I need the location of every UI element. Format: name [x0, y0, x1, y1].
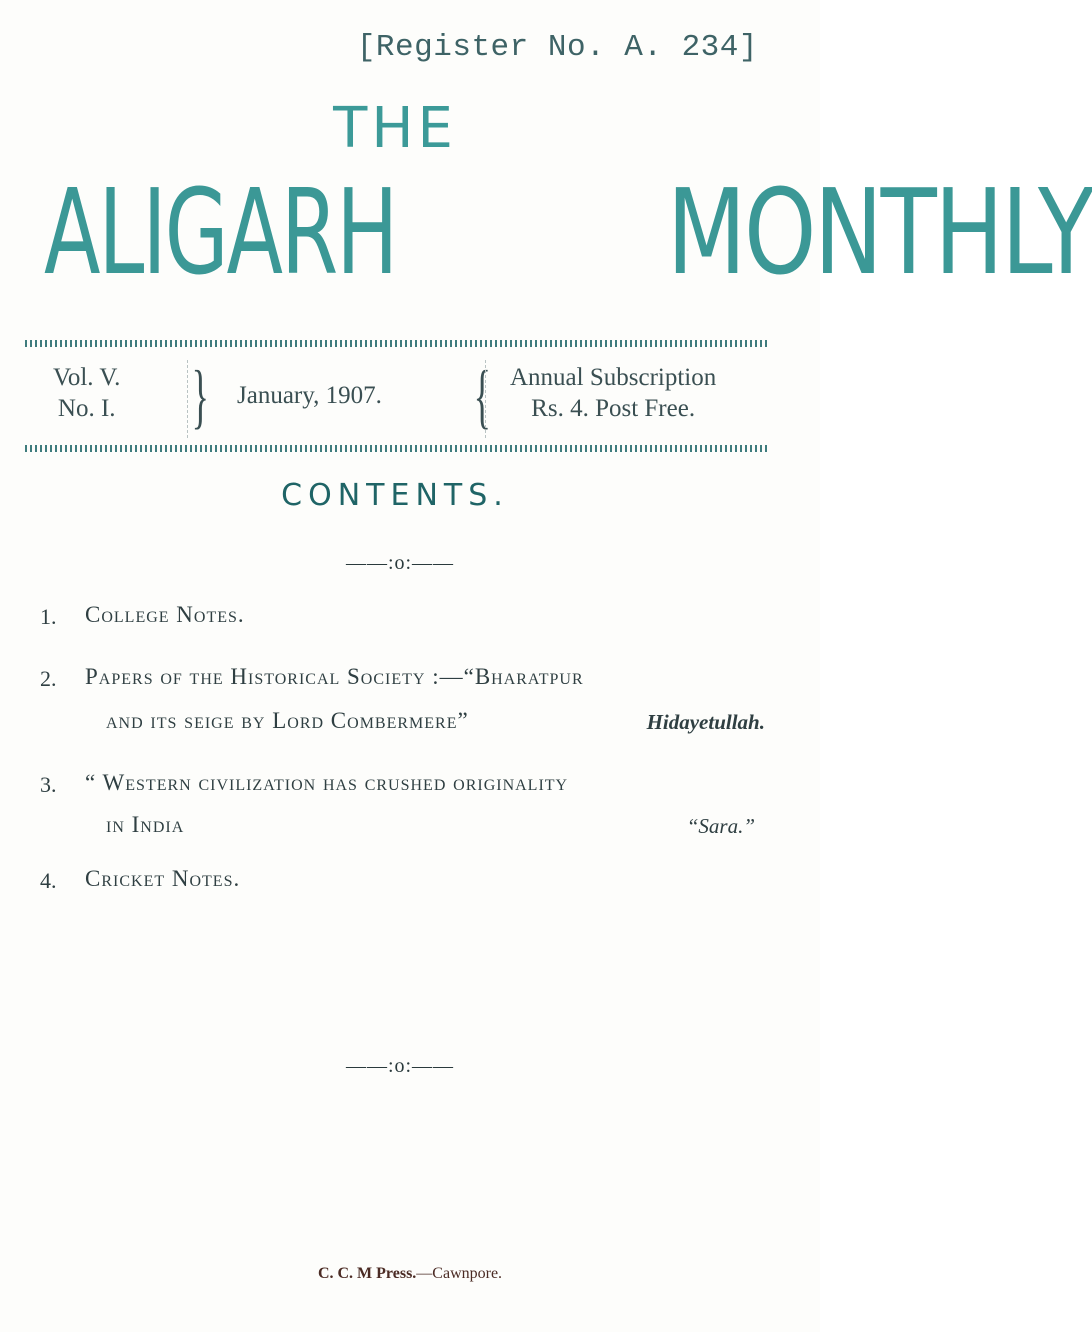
item-number: 1. — [40, 604, 57, 629]
item-title-continued: and its seige by Lord Combermere” — [106, 708, 469, 733]
item-title: Papers of the Historical Society :—“Bharatpur — [85, 664, 584, 689]
press-place: —Cawnpore. — [416, 1265, 503, 1282]
item-number: 4. — [40, 868, 57, 893]
subscription-line: Annual Subscription — [510, 364, 717, 391]
brace-right-glyph: } — [191, 356, 209, 436]
subscription-info — [510, 362, 716, 424]
issue-info-bar — [25, 356, 780, 438]
masthead-word-aligarh: ALIGARH — [44, 163, 397, 301]
printer-imprint — [0, 1265, 820, 1283]
masthead-title — [44, 163, 1092, 301]
dotted-rule-bottom — [25, 445, 770, 452]
column-divider-right — [485, 360, 486, 438]
item-author: “Sara.” — [686, 814, 755, 838]
column-divider-left — [187, 360, 188, 438]
item-title: College Notes. — [85, 602, 245, 627]
subscription-price-line: Rs. 4. Post Free. — [531, 395, 696, 422]
press-name: C. C. M Press. — [317, 1265, 417, 1282]
volume-number — [53, 362, 120, 424]
separator-ornament: ——:o:—— — [345, 552, 455, 574]
brace-left-glyph: { — [473, 356, 491, 436]
dotted-rule-top — [25, 340, 770, 347]
register-number: [Register No. A. 234] — [356, 30, 758, 65]
masthead-the: THE — [333, 96, 457, 161]
issue-number-line: No. I. — [57, 395, 116, 422]
item-number: 2. — [40, 666, 57, 691]
item-title-continued: in India — [106, 812, 185, 837]
item-title: “ Western civilization has crushed originality — [85, 770, 569, 795]
issue-date: January, 1907. — [237, 382, 382, 409]
item-author: Hidayetullah. — [646, 710, 765, 734]
separator-ornament: ——:o:—— — [345, 1055, 455, 1077]
masthead-word-monthly: MONTHLY — [667, 163, 1092, 301]
item-title: Cricket Notes. — [85, 866, 241, 891]
item-number: 3. — [40, 772, 57, 797]
volume-line: Vol. V. — [53, 364, 121, 391]
contents-heading: CONTENTS. — [281, 478, 509, 513]
